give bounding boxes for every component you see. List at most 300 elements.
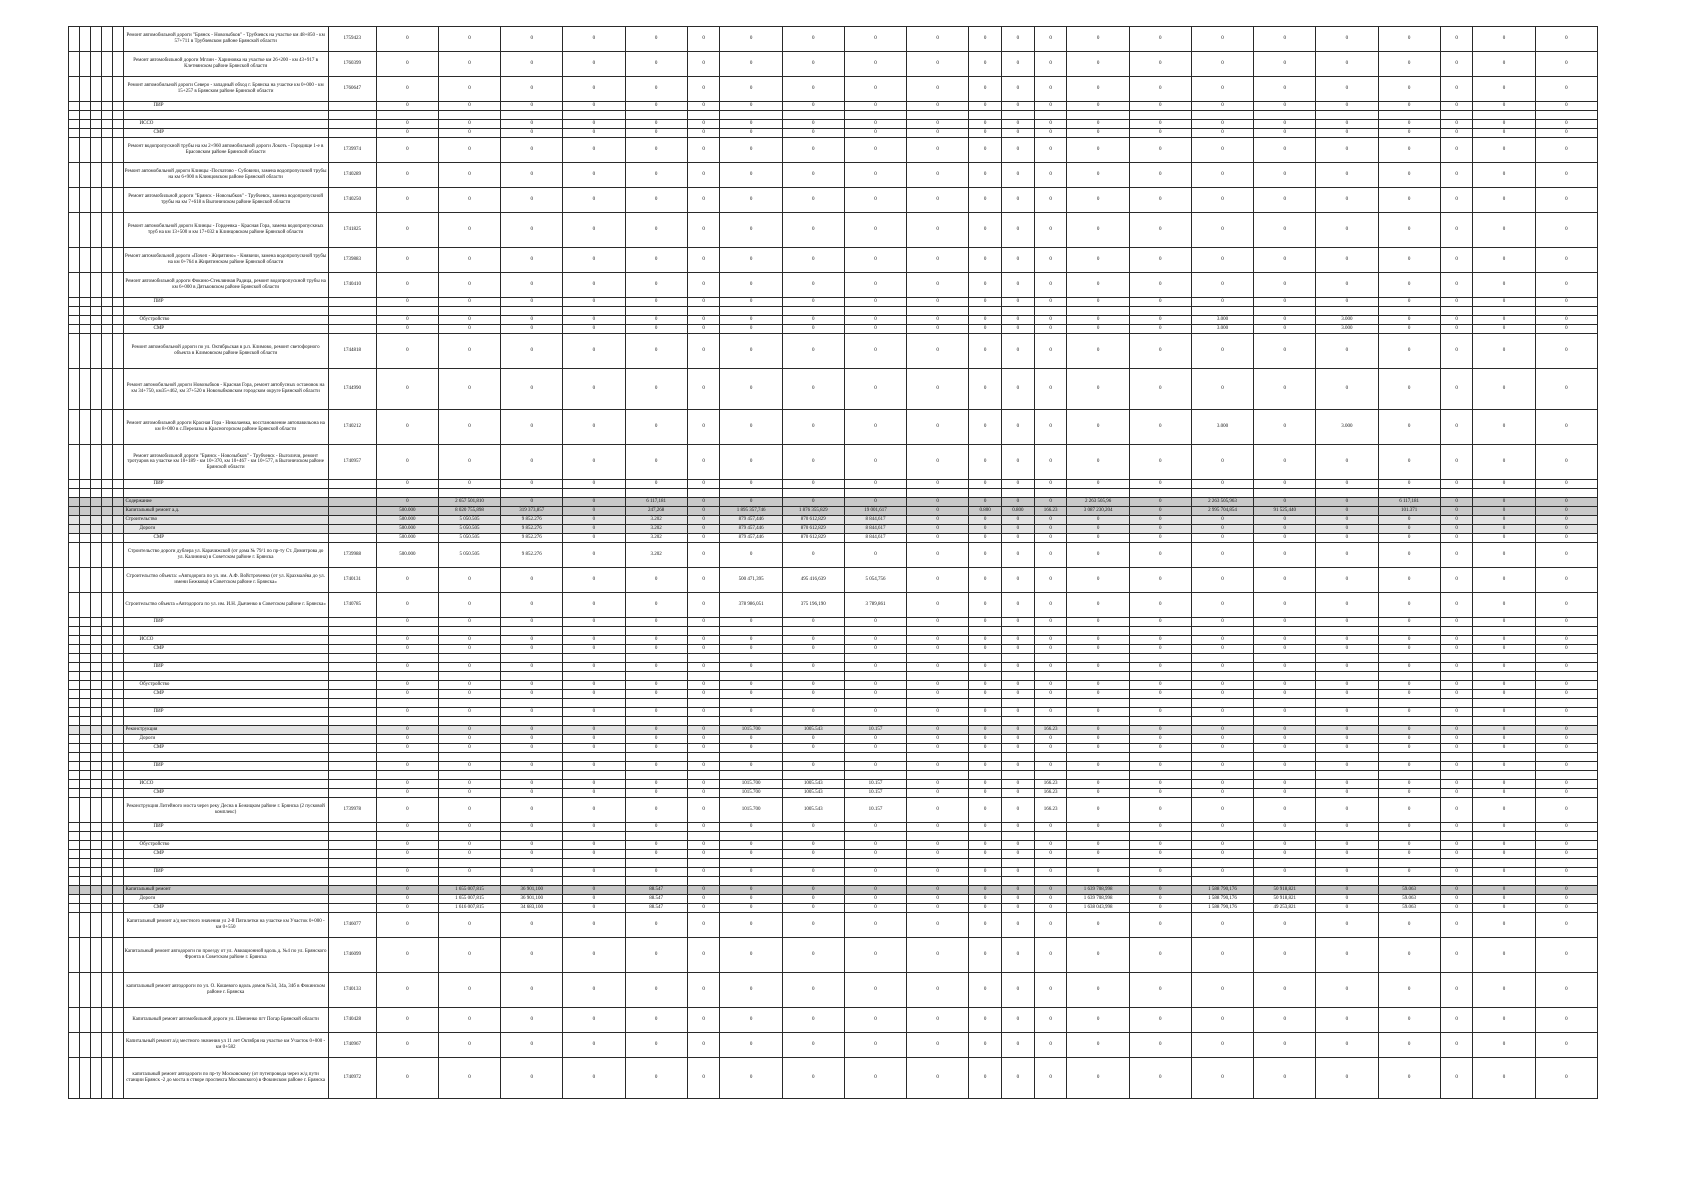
hierarchy-cell [112,52,123,77]
value-cell [782,672,844,681]
hierarchy-cell [112,636,123,645]
value-cell: 0 [1254,1008,1316,1033]
object-name-cell: Капитальный ремонт а/д местного значения ул 11 лет Октября на участке км Участок 0+000 - км 0+582 [123,1033,328,1058]
value-cell [1067,654,1129,663]
value-cell: 0 [625,762,687,771]
table-row-blank [69,832,1598,841]
value-cell [625,832,687,841]
value-cell: 0 [1316,369,1378,410]
hierarchy-cell [90,708,101,717]
value-cell: 0 [969,868,1002,877]
value-cell: 0 [720,1033,782,1058]
object-code-cell: 1739978 [328,798,376,823]
value-cell: 0 [907,188,969,213]
value-cell: 0 [844,886,906,895]
hierarchy-cell [69,77,80,102]
value-cell: 88.547 [625,904,687,913]
value-cell: 0 [844,868,906,877]
value-cell: 0 [1254,516,1316,525]
value-cell [782,489,844,498]
value-cell: 0 [687,841,720,850]
object-name-cell: Капитальный ремонт а/д местного значения ул 2-й Пятилетки на участке км Участок 0+000 - км 0+550 [123,913,328,938]
value-cell: 0 [687,904,720,913]
value-cell: 0 [687,938,720,973]
value-cell: 59.063 [1378,895,1440,904]
value-cell: 0 [782,868,844,877]
value-cell: 0 [1440,1008,1473,1033]
hierarchy-cell [101,973,112,1008]
value-cell: 0 [438,780,500,789]
value-cell: 0 [1535,213,1597,248]
value-cell [563,489,625,498]
value-cell: 0 [1067,726,1129,735]
value-cell: 0 [1191,973,1253,1008]
value-cell: 0 [1254,636,1316,645]
value-cell [1254,654,1316,663]
value-cell: 0 [438,77,500,102]
value-cell: 0 [1378,618,1440,627]
value-cell: 0 [1129,681,1191,690]
value-cell [1191,627,1253,636]
value-cell: 0 [1378,973,1440,1008]
value-cell [969,489,1002,498]
value-cell: 0 [1473,334,1535,369]
value-cell: 0 [1316,841,1378,850]
value-cell: 0 [720,1008,782,1033]
empty-cell [123,489,328,498]
value-cell: 0 [1316,973,1378,1008]
hierarchy-cell [79,886,90,895]
hierarchy-cell [69,699,80,708]
value-cell: 0 [1316,480,1378,489]
value-cell: 0 [625,850,687,859]
table-row-group [69,129,1598,138]
value-cell: 0 [687,762,720,771]
value-cell: 0 [1129,129,1191,138]
value-cell: 0 [687,681,720,690]
hierarchy-cell [90,316,101,325]
value-cell: 0 [501,789,563,798]
value-cell: 0 [1378,410,1440,445]
value-cell: 0 [438,618,500,627]
value-cell: 0 [1191,273,1253,298]
hierarchy-cell [101,1058,112,1099]
value-cell: 0 [1002,52,1035,77]
hierarchy-cell [79,138,90,163]
value-cell [1378,717,1440,726]
value-cell: 0 [782,77,844,102]
value-cell [438,111,500,120]
value-cell: 0 [1378,762,1440,771]
value-cell: 0 [376,593,438,618]
value-cell: 0 [687,780,720,789]
hierarchy-cell [101,307,112,316]
value-cell: 0 [1440,188,1473,213]
value-cell [1440,111,1473,120]
hierarchy-cell [112,717,123,726]
hierarchy-cell [101,298,112,307]
value-cell: 10.157 [844,780,906,789]
value-cell: 0 [1535,973,1597,1008]
value-cell [1034,699,1067,708]
hierarchy-cell [79,753,90,762]
value-cell: 0 [1535,129,1597,138]
value-cell: 0 [1002,480,1035,489]
value-cell [907,832,969,841]
value-cell: 0 [438,593,500,618]
value-cell: 0 [907,163,969,188]
value-cell: 0 [969,498,1002,507]
value-cell: 0 [1378,129,1440,138]
value-cell: 0 [687,744,720,753]
value-cell: 0 [1378,27,1440,52]
hierarchy-cell [90,771,101,780]
hierarchy-cell [112,663,123,672]
value-cell: 0 [438,52,500,77]
value-cell: 0 [1473,938,1535,973]
value-cell: 0 [438,726,500,735]
value-cell: 0 [1535,480,1597,489]
value-cell: 0 [563,1033,625,1058]
value-cell: 0 [1440,726,1473,735]
hierarchy-cell [79,498,90,507]
value-cell: 0 [1002,102,1035,111]
value-cell: 0 [1002,726,1035,735]
table-row-group [69,618,1598,627]
value-cell: 0 [907,868,969,877]
hierarchy-cell [112,618,123,627]
value-cell: 0 [563,744,625,753]
value-cell: 0 [720,480,782,489]
value-cell: 0 [376,298,438,307]
value-cell: 0 [376,681,438,690]
value-cell: 0 [907,27,969,52]
value-cell: 0 [1254,316,1316,325]
hierarchy-cell [90,498,101,507]
value-cell: 0 [1034,498,1067,507]
value-cell: 0 [720,895,782,904]
value-cell: 0 [844,480,906,489]
value-cell: 0 [625,52,687,77]
object-code-cell: 1746077 [328,913,376,938]
value-cell: 0 [844,913,906,938]
object-name-cell: Ремонт автомобильной дороги "Брянск - Новозыбков" - Трубчевск на участке км 48+850 - км 57+711 в Трубчевском районе Брянской области [123,27,328,52]
group-label-cell: ПИР [123,480,328,489]
value-cell [1473,771,1535,780]
value-cell: 0 [1535,841,1597,850]
value-cell: 0 [687,690,720,699]
hierarchy-cell [69,516,80,525]
object-code-cell [328,507,376,516]
hierarchy-cell [79,762,90,771]
hierarchy-cell [101,681,112,690]
hierarchy-cell [90,298,101,307]
value-cell: 0 [563,568,625,593]
value-cell: 0 [1316,213,1378,248]
value-cell: 0 [844,248,906,273]
value-cell [501,654,563,663]
value-cell [1473,699,1535,708]
value-cell: 0 [501,744,563,753]
hierarchy-cell [101,886,112,895]
value-cell: 0 [720,823,782,832]
value-cell: 0 [625,138,687,163]
object-code-cell: 1760647 [328,77,376,102]
value-cell: 0 [1129,498,1191,507]
value-cell: 0 [844,138,906,163]
value-cell: 0 [376,868,438,877]
value-cell: 8 844,617 [844,534,906,543]
value-cell: 1 895 357,746 [720,507,782,516]
value-cell: 0 [1254,681,1316,690]
value-cell: 8 020 755,898 [438,507,500,516]
hierarchy-cell [90,690,101,699]
value-cell: 0 [1378,52,1440,77]
hierarchy-cell [79,507,90,516]
value-cell: 0 [1440,938,1473,973]
hierarchy-cell [101,516,112,525]
value-cell: 0 [1440,663,1473,672]
hierarchy-cell [69,248,80,273]
value-cell [1129,877,1191,886]
value-cell [969,672,1002,681]
value-cell: 0 [563,316,625,325]
value-cell: 0 [625,645,687,654]
value-cell: 0 [844,681,906,690]
value-cell: 0 [1254,480,1316,489]
value-cell: 0 [376,445,438,480]
value-cell [687,832,720,841]
value-cell: 50 918,821 [1254,895,1316,904]
value-cell: 0 [563,410,625,445]
value-cell: 0 [907,129,969,138]
value-cell: 0 [1378,938,1440,973]
value-cell: 0 [563,102,625,111]
hierarchy-cell [69,298,80,307]
value-cell: 0 [1002,681,1035,690]
value-cell: 0 [969,325,1002,334]
value-cell: 0 [782,102,844,111]
group-label-cell: ПИР [123,618,328,627]
value-cell: 0 [969,593,1002,618]
value-cell [1378,877,1440,886]
value-cell: 0 [969,298,1002,307]
value-cell [501,307,563,316]
value-cell: 0 [625,445,687,480]
value-cell: 500.000 [376,525,438,534]
value-cell: 0 [625,798,687,823]
value-cell [1316,672,1378,681]
value-cell [782,717,844,726]
value-cell [720,699,782,708]
value-cell: 0 [1316,188,1378,213]
value-cell: 0 [1535,316,1597,325]
hierarchy-cell [79,690,90,699]
value-cell: 0 [563,248,625,273]
value-cell: 0 [1440,636,1473,645]
value-cell: 0 [1378,543,1440,568]
value-cell: 0 [782,129,844,138]
value-cell: 0 [1473,516,1535,525]
value-cell [782,627,844,636]
value-cell: 0 [376,1008,438,1033]
value-cell: 0 [1440,1033,1473,1058]
object-code-cell [328,498,376,507]
value-cell [501,111,563,120]
value-cell: 0 [376,886,438,895]
value-cell: 0 [1191,445,1253,480]
value-cell [1067,877,1129,886]
value-cell: 0 [1129,798,1191,823]
value-cell: 9 852.276 [501,516,563,525]
value-cell: 870 612,829 [782,534,844,543]
hierarchy-cell [79,973,90,1008]
hierarchy-cell [79,904,90,913]
value-cell: 0 [625,213,687,248]
hierarchy-cell [101,672,112,681]
table-row-item [69,163,1598,188]
value-cell: 0 [907,138,969,163]
value-cell: 0 [563,334,625,369]
table-row-item [69,798,1598,823]
hierarchy-cell [79,188,90,213]
hierarchy-cell [69,52,80,77]
value-cell [1129,307,1191,316]
value-cell: 0 [782,1058,844,1099]
hierarchy-cell [79,744,90,753]
table-row-group [69,645,1598,654]
value-cell: 0 [782,498,844,507]
hierarchy-cell [69,163,80,188]
value-cell: 0 [501,636,563,645]
hierarchy-cell [101,868,112,877]
value-cell: 0 [563,445,625,480]
value-cell: 0 [438,129,500,138]
value-cell: 0 [1316,904,1378,913]
hierarchy-cell [79,369,90,410]
value-cell: 0 [1191,780,1253,789]
value-cell [501,672,563,681]
hierarchy-cell [90,325,101,334]
value-cell [1254,699,1316,708]
value-cell: 0 [563,886,625,895]
hierarchy-cell [69,1008,80,1033]
value-cell: 0 [1067,735,1129,744]
object-code-cell [328,298,376,307]
value-cell: 0 [1191,534,1253,543]
value-cell: 0 [907,1008,969,1033]
value-cell: 0 [782,120,844,129]
value-cell: 0 [1191,726,1253,735]
value-cell: 0 [1473,1058,1535,1099]
value-cell [1473,307,1535,316]
value-cell: 0 [1191,52,1253,77]
value-cell [625,717,687,726]
value-cell [1002,627,1035,636]
object-code-cell: 1740428 [328,1008,376,1033]
value-cell: 0 [1067,248,1129,273]
value-cell: 0 [1440,708,1473,717]
value-cell: 0 [782,708,844,717]
hierarchy-cell [69,480,80,489]
value-cell: 0 [376,52,438,77]
value-cell: 0 [907,248,969,273]
value-cell [501,753,563,762]
value-cell [720,832,782,841]
value-cell: 0 [563,213,625,248]
hierarchy-cell [112,904,123,913]
hierarchy-cell [69,445,80,480]
value-cell: 0 [563,904,625,913]
value-cell [1316,753,1378,762]
value-cell: 0 [907,798,969,823]
value-cell: 0 [1034,973,1067,1008]
value-cell: 0 [1129,138,1191,163]
value-cell [501,699,563,708]
hierarchy-cell [79,913,90,938]
value-cell: 0 [687,593,720,618]
value-cell: 0 [720,913,782,938]
value-cell: 0 [1473,248,1535,273]
value-cell: 0 [625,618,687,627]
value-cell [1129,699,1191,708]
value-cell: 0 [1254,1058,1316,1099]
value-cell: 0 [1191,1058,1253,1099]
value-cell: 0 [376,663,438,672]
value-cell: 0 [720,316,782,325]
value-cell: 0 [1002,1033,1035,1058]
value-cell: 36 901,100 [501,886,563,895]
value-cell: 375 196,190 [782,593,844,618]
hierarchy-cell [101,163,112,188]
value-cell: 0 [1067,1058,1129,1099]
hierarchy-cell [112,188,123,213]
table-row-item [69,273,1598,298]
value-cell [1535,111,1597,120]
value-cell: 0 [1191,762,1253,771]
value-cell: 0 [1378,1033,1440,1058]
value-cell: 50 918,821 [1254,886,1316,895]
value-cell: 0 [687,120,720,129]
hierarchy-cell [112,654,123,663]
value-cell [1034,654,1067,663]
value-cell [1473,489,1535,498]
hierarchy-cell [112,798,123,823]
value-cell [1378,307,1440,316]
value-cell: 0 [1034,568,1067,593]
value-cell: 0 [1316,735,1378,744]
value-cell: 0 [1129,248,1191,273]
value-cell: 0 [376,1058,438,1099]
value-cell: 0 [1316,681,1378,690]
value-cell: 0 [1067,334,1129,369]
value-cell: 0 [782,681,844,690]
value-cell: 0 [1254,645,1316,654]
value-cell: 0 [844,904,906,913]
value-cell: 0 [438,1058,500,1099]
table-row-item [69,410,1598,445]
value-cell: 0 [969,568,1002,593]
hierarchy-cell [90,188,101,213]
value-cell: 0 [376,841,438,850]
value-cell: 0 [501,188,563,213]
value-cell: 0 [1034,895,1067,904]
hierarchy-cell [79,1033,90,1058]
table-row-group [69,681,1598,690]
group-label-cell: ПИР [123,868,328,877]
hierarchy-cell [101,213,112,248]
object-code-cell [328,618,376,627]
